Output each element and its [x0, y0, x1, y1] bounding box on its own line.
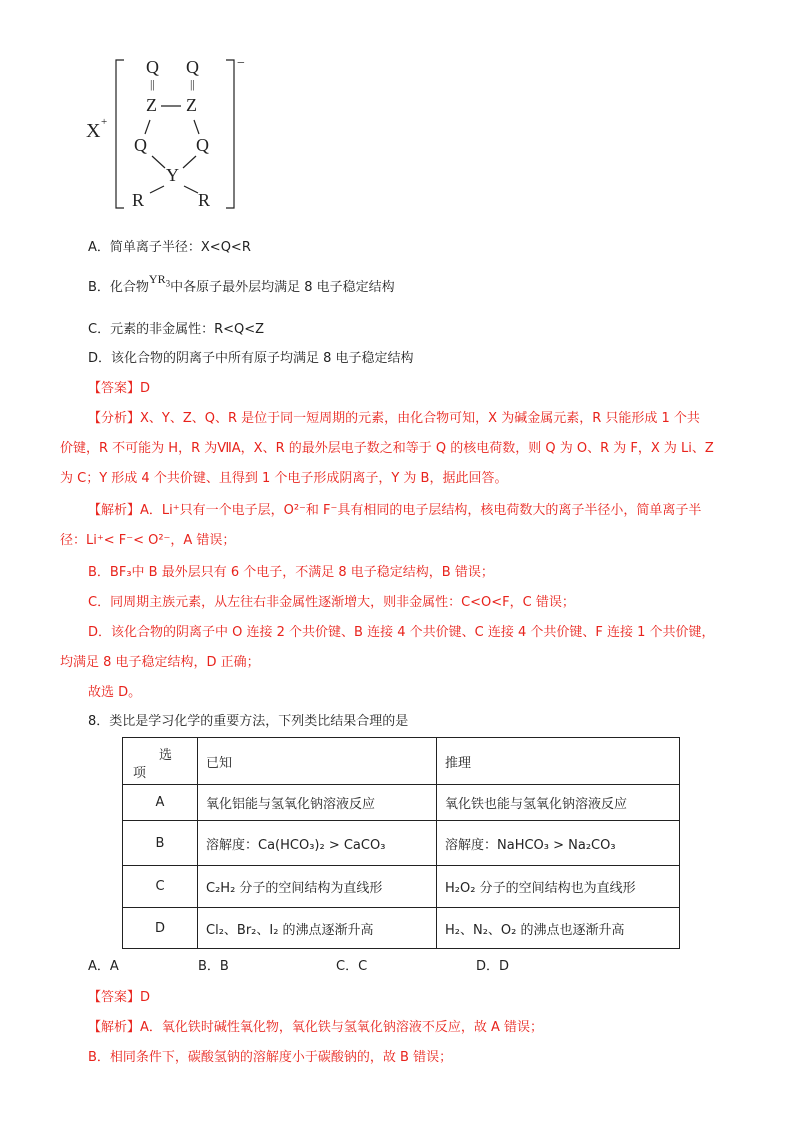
explain-c: C．同周期主族元素，从左往右非金属性逐渐增大，则非金属性：C<O<F，C 错误；	[88, 595, 575, 610]
choice-b: B．B	[198, 959, 229, 974]
q8-stem: 8．类比是学习化学的重要方法，下列类比结果合理的是	[88, 714, 409, 729]
row-option: A	[123, 785, 198, 821]
analysis-line-1: 【分析】X、Y、Z、Q、R 是位于同一短周期的元素，由化合物可知，X 为碱金属元素，R 只能形成 1 个共	[88, 411, 700, 426]
explain-d-line-2: 均满足 8 电子稳定结构，D 正确；	[60, 655, 260, 670]
anion-bracket-lines	[80, 50, 260, 218]
comparison-table	[122, 737, 680, 949]
atom-z-left: Z	[146, 95, 157, 115]
option-a: A．简单离子半径：X<Q<R	[88, 240, 251, 255]
formula-yr: YR	[148, 272, 166, 286]
formula-sub: 3	[165, 278, 171, 289]
atom-z-right: Z	[186, 95, 197, 115]
option-d: D．该化合物的阴离子中所有原子均满足 8 电子稳定结构	[88, 351, 414, 366]
explain-a-line-2: 径：Li⁺< F⁻< O²⁻，A 错误；	[60, 533, 236, 548]
header-inference: 推理	[437, 738, 680, 785]
analysis-line-2: 价键，R 不可能为 H，R 为ⅦA，X、R 的最外层电子数之和等于 Q 的核电荷数，则 Q 为 O、R 为 F，X 为 Li、Z	[60, 441, 714, 456]
option-b-suffix: 中各原子最外层均满足 8 电子稳定结构	[170, 280, 395, 295]
atom-q-top-right: Q	[186, 57, 199, 77]
cation-charge: +	[101, 116, 108, 128]
answer-q7: 【答案】D	[88, 381, 151, 396]
explain-b: B．BF₃中 B 最外层只有 6 个电子，不满足 8 电子稳定结构，B 错误；	[88, 565, 494, 580]
header-known: 已知	[198, 738, 437, 785]
row-option: C	[123, 866, 198, 908]
atom-q-mid-right: Q	[196, 135, 209, 155]
row-known: Cl₂、Br₂、I₂ 的沸点逐渐升高	[198, 908, 437, 949]
table-row	[123, 785, 680, 821]
double-bond-left: ||	[150, 77, 155, 91]
header-option	[123, 738, 198, 785]
header-option-top: 选	[159, 748, 173, 763]
atom-r-right: R	[198, 190, 211, 210]
option-b	[88, 272, 395, 296]
explain-end: 故选 D。	[88, 685, 142, 700]
answer-q8: 【答案】D	[88, 990, 151, 1005]
atom-q-mid-left: Q	[134, 135, 147, 155]
row-known: 氧化铝能与氢氧化钠溶液反应	[198, 785, 437, 821]
option-b-formula	[148, 272, 171, 289]
header-option-bottom: 项	[133, 766, 147, 781]
option-b-prefix: B．化合物	[88, 280, 149, 295]
choice-c: C．C	[336, 959, 368, 974]
option-c: C．元素的非金属性：R<Q<Z	[88, 322, 265, 337]
row-known: C₂H₂ 分子的空间结构为直线形	[198, 866, 437, 908]
table-row	[123, 908, 680, 949]
row-inference: 溶解度：NaHCO₃ > Na₂CO₃	[437, 821, 680, 866]
double-bond-right: ||	[190, 77, 195, 91]
row-option: B	[123, 821, 198, 866]
atom-q-top-left: Q	[146, 57, 159, 77]
row-known: 溶解度：Ca(HCO₃)₂ > CaCO₃	[198, 821, 437, 866]
table-header-row	[123, 738, 680, 785]
row-inference: H₂、N₂、O₂ 的沸点也逐渐升高	[437, 908, 680, 949]
row-inference: H₂O₂ 分子的空间结构也为直线形	[437, 866, 680, 908]
analysis-line-3: 为 C；Y 形成 4 个共价键、且得到 1 个电子形成阴离子，Y 为 B，据此回答。	[60, 471, 508, 486]
row-inference: 氧化铁也能与氢氧化钠溶液反应	[437, 785, 680, 821]
explain-q8-b: B．相同条件下，碳酸氢钠的溶解度小于碳酸钠的，故 B 错误；	[88, 1050, 453, 1065]
atom-r-left: R	[132, 190, 145, 210]
atom-y: Y	[166, 165, 179, 185]
table-row	[123, 866, 680, 908]
choice-d: D．D	[476, 959, 510, 974]
table-row	[123, 821, 680, 866]
row-option: D	[123, 908, 198, 949]
explain-d-line-1: D．该化合物的阴离子中 O 连接 2 个共价键、B 连接 4 个共价键、C 连接 4 个共价键、F 连接 1 个共价键，	[88, 625, 715, 640]
explain-a-line-1: 【解析】A．Li⁺只有一个电子层，O²⁻和 F⁻具有相同的电子层结构，核电荷数大的离子半径小，简单离子半	[88, 503, 702, 518]
anion-charge: −	[237, 56, 245, 71]
explain-q8-a: 【解析】A．氧化铁时碱性氧化物，氧化铁与氢氧化钠溶液不反应，故 A 错误；	[88, 1020, 544, 1035]
cation-symbol: X	[86, 120, 101, 142]
choice-a: A．A	[88, 959, 119, 974]
